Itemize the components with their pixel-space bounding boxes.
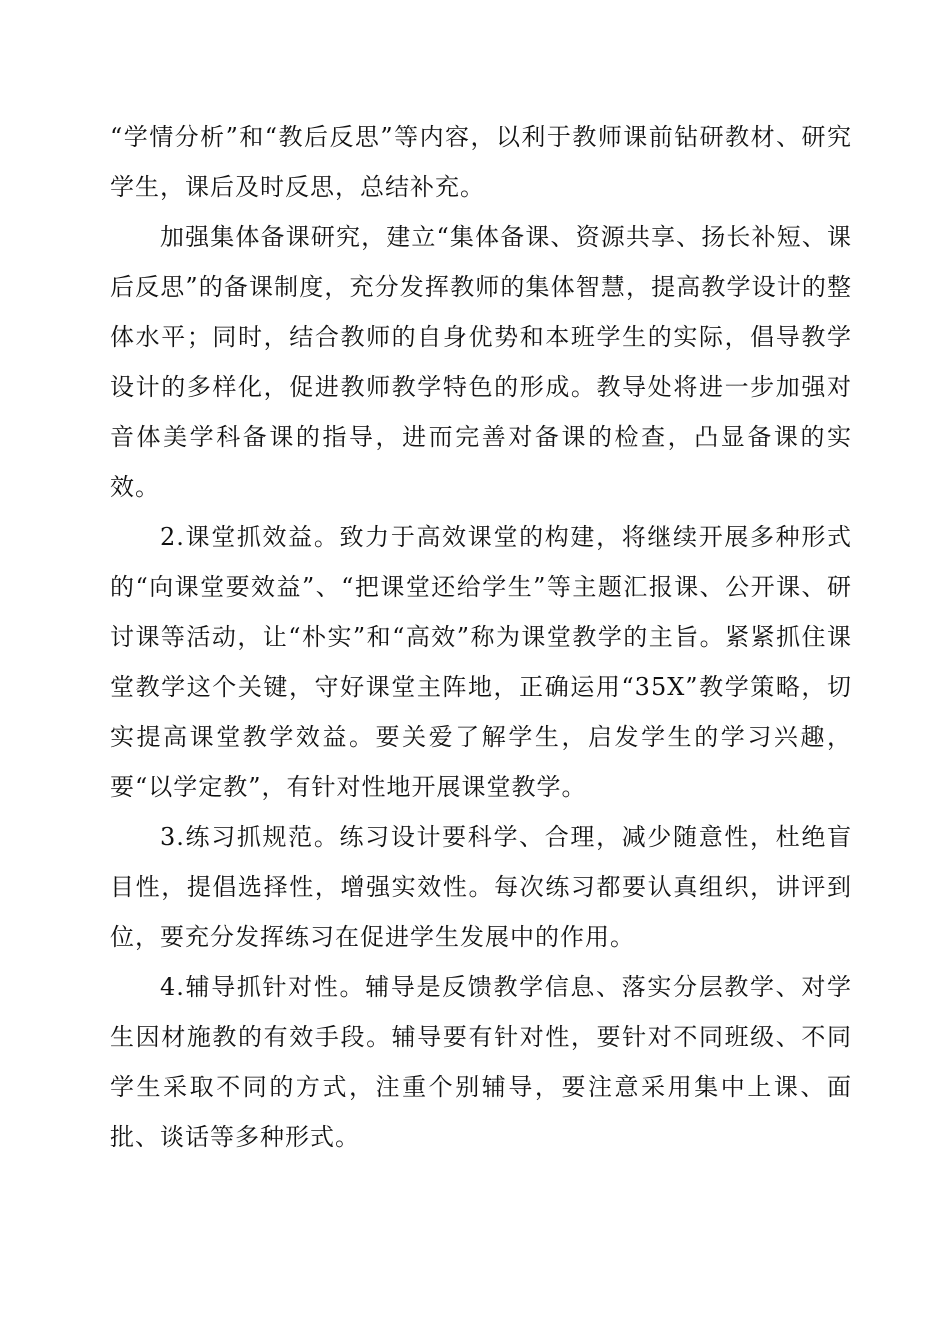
paragraph-continuation: “学情分析”和“教后反思”等内容，以利于教师课前钻研教材、研究学生，课后及时反思，总结补充。: [110, 123, 852, 201]
paragraph-classroom-efficiency: 2.课堂抓效益。致力于高效课堂的构建，将继续开展多种形式的“向课堂要效益”、“把课堂还给学生”等主题汇报课、公开课、研讨课等活动，让“朴实”和“高效”称为课堂教学的主旨。紧紧抓住课堂教学这个关键，守好课堂主阵地，正确运用“35X”教学策略，切实提高课堂教学效益。要关爱了解学生，启发学生的学习兴趣，要“以学定教”，有针对性地开展课堂教学。: [110, 523, 852, 801]
paragraph-practice-standards: 3.练习抓规范。练习设计要科学、合理，减少随意性，杜绝盲目性，提倡选择性，增强实效性。每次练习都要认真组织，讲评到位，要充分发挥练习在促进学生发展中的作用。: [110, 823, 852, 951]
document-body: [110, 112, 852, 1162]
paragraph-tutoring-targeting: 4.辅导抓针对性。辅导是反馈教学信息、落实分层教学、对学生因材施教的有效手段。辅导要有针对性，要针对不同班级、不同学生采取不同的方式，注重个别辅导，要注意采用集中上课、面批、谈话等多种形式。: [110, 973, 852, 1151]
paragraph-collective-lesson-prep: 加强集体备课研究，建立“集体备课、资源共享、扬长补短、课后反思”的备课制度，充分发挥教师的集体智慧，提高教学设计的整体水平；同时，结合教师的自身优势和本班学生的实际，倡导教学设计的多样化，促进教师教学特色的形成。教导处将进一步加强对音体美学科备课的指导，进而完善对备课的检查，凸显备课的实效。: [110, 223, 852, 501]
